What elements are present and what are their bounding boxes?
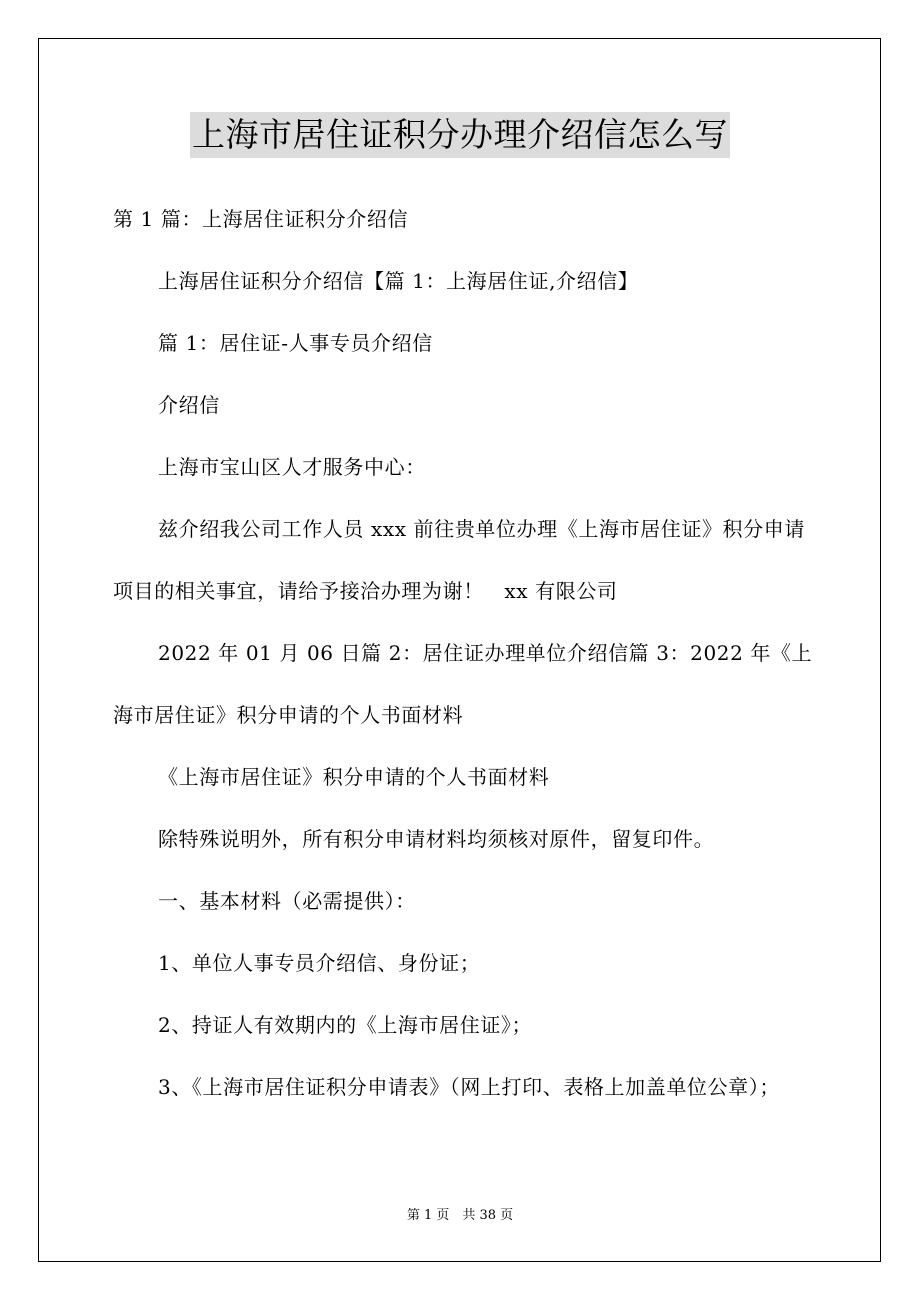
paragraph-8: 《上海市居住证》积分申请的个人书面材料 bbox=[158, 765, 550, 789]
document-body bbox=[113, 188, 813, 1118]
paragraph-10: 一、基本材料（必需提供）： bbox=[158, 889, 416, 913]
paragraph-5: 上海市宝山区人才服务中心： bbox=[158, 455, 426, 479]
page-footer: 第 1 页 共 38 页 bbox=[406, 1208, 514, 1223]
title-container bbox=[0, 112, 920, 158]
paragraph-7: 2022 年 01 月 06 日篇 2：居住证办理单位介绍信篇 3：2022 年《上海市居住证》积分申请的个人书面材料 bbox=[113, 641, 813, 727]
paragraph-4: 介绍信 bbox=[158, 393, 220, 417]
paragraph-11: 1、单位人事专员介绍信、身份证； bbox=[158, 951, 481, 975]
paragraph-3: 篇 1：居住证-人事专员介绍信 bbox=[158, 331, 433, 355]
paragraph-12: 2、持证人有效期内的《上海市居住证》； bbox=[158, 1013, 533, 1037]
paragraph-1: 第 1 篇：上海居住证积分介绍信 bbox=[113, 207, 409, 231]
paragraph-2: 上海居住证积分介绍信【篇 1：上海居住证,介绍信】 bbox=[158, 269, 639, 293]
paragraph-6: 兹介绍我公司工作人员 xxx 前往贵单位办理《上海市居住证》积分申请项目的相关事宜，请给予接洽办理为谢！ xx 有限公司 bbox=[113, 517, 805, 603]
paragraph-9: 除特殊说明外，所有积分申请材料均须核对原件，留复印件。 bbox=[158, 827, 715, 851]
document-title: 上海市居住证积分办理介绍信怎么写 bbox=[190, 112, 730, 158]
paragraph-13: 3、《上海市居住证积分申请表》（网上打印、表格上加盖单位公章）； bbox=[158, 1075, 780, 1099]
